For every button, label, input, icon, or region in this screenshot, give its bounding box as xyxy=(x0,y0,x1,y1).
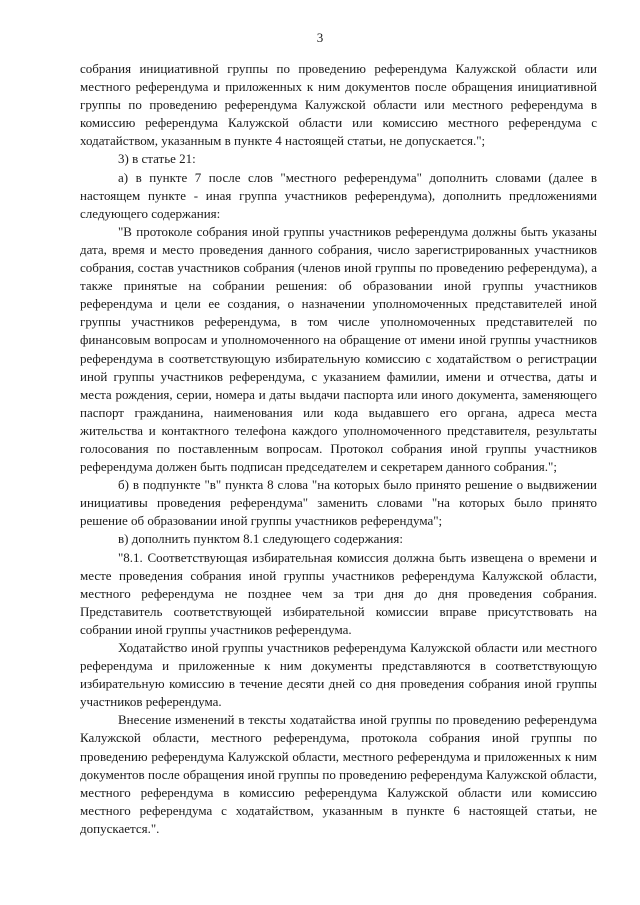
paragraph-continuation: собрания инициативной группы по проведению референдума Калужской области или местного референдума и приложенных к ним документов после обращения инициативной группы по проведению референдума Калужской области или местного референдума в комиссию референдума Калужской области или комиссию местного референдума с ходатайством, указанным в пункте 4 настоящей статьи, не допускается."; xyxy=(80,61,597,149)
paragraph-amendments-prohibited: Внесение изменений в тексты ходатайства иной группы по проведению референдума Калужской области, местного референдума, протокола собрания иной группы по проведению референдума Калужской области, местного референдума и приложенных к ним документов после обращения иной группы по проведению референдума Калужской области, местного референдума в комиссию референдума Калужской области или комиссию местного референдума с ходатайством, указанным в пункте 6 настоящей статьи, не допускается.". xyxy=(80,712,597,836)
paragraph-article-21: 3) в статье 21: xyxy=(118,151,196,167)
paragraph-clause-8-1: "8.1. Соответствующая избирательная комиссия должна быть извещена о времени и месте проведения собрания иной группы участников референдума Калужской области, местного референдума не позднее чем за три дня до дня проведения собрания. Представитель соответствующей избирательной комиссии вправе присутствовать на собрании иной группы участников референдума. xyxy=(80,549,597,637)
paragraph-item-b: б) в подпункте "в" пункта 8 слова "на которых было принято решение о выдвижении инициативы проведения референдума" заменить словами "на которых было принято решение об образовании иной группы участников референдума"; xyxy=(80,477,597,529)
paragraph-item-v: в) дополнить пунктом 8.1 следующего содержания: xyxy=(118,531,403,547)
paragraph-petition-submission: Ходатайство иной группы участников референдума Калужской области или местного референдума и приложенные к ним документы представляются в соответствующую избирательную комиссию в течение десяти дней со дня проведения собрания иной группы участников референдума. xyxy=(80,640,597,710)
paragraph-item-a: а) в пункте 7 после слов "местного референдума" дополнить словами (далее в настоящем пункте - иная группа участников референдума), дополнить предложениями следующего содержания: xyxy=(80,169,597,221)
document-body xyxy=(80,60,597,838)
paragraph-protocol-requirements: "В протоколе собрания иной группы участников референдума должны быть указаны дата, время и место проведения данного собрания, число зарегистрированных участников собрания, состав участников собрания (членов иной группы по проведению референдума), а также принятые на собрании решения: об образовании иной группы участников референдума и цели ее создания, о назначении уполномоченных представителей иной группы участников референдума, в том числе уполномоченных представителей по финансовым вопросам и уполномоченного на обращение от имени иной группы участников референдума в соответствующую избирательную комиссию с ходатайством о регистрации иной группы участников референдума, с указанием фамилии, имени и отчества, даты и места рождения, серии, номера и даты выдачи паспорта или иного документа, заменяющего паспорт гражданина, наименования или кода выдавшего его органа, адреса места жительства и контактного телефона каждого уполномоченного представителя, результаты голосования по поставленным вопросам. Протокол собрания иной группы участников референдума должен быть подписан председателем и секретарем данного собрания."; xyxy=(80,223,597,475)
page-number: 3 xyxy=(316,30,324,45)
